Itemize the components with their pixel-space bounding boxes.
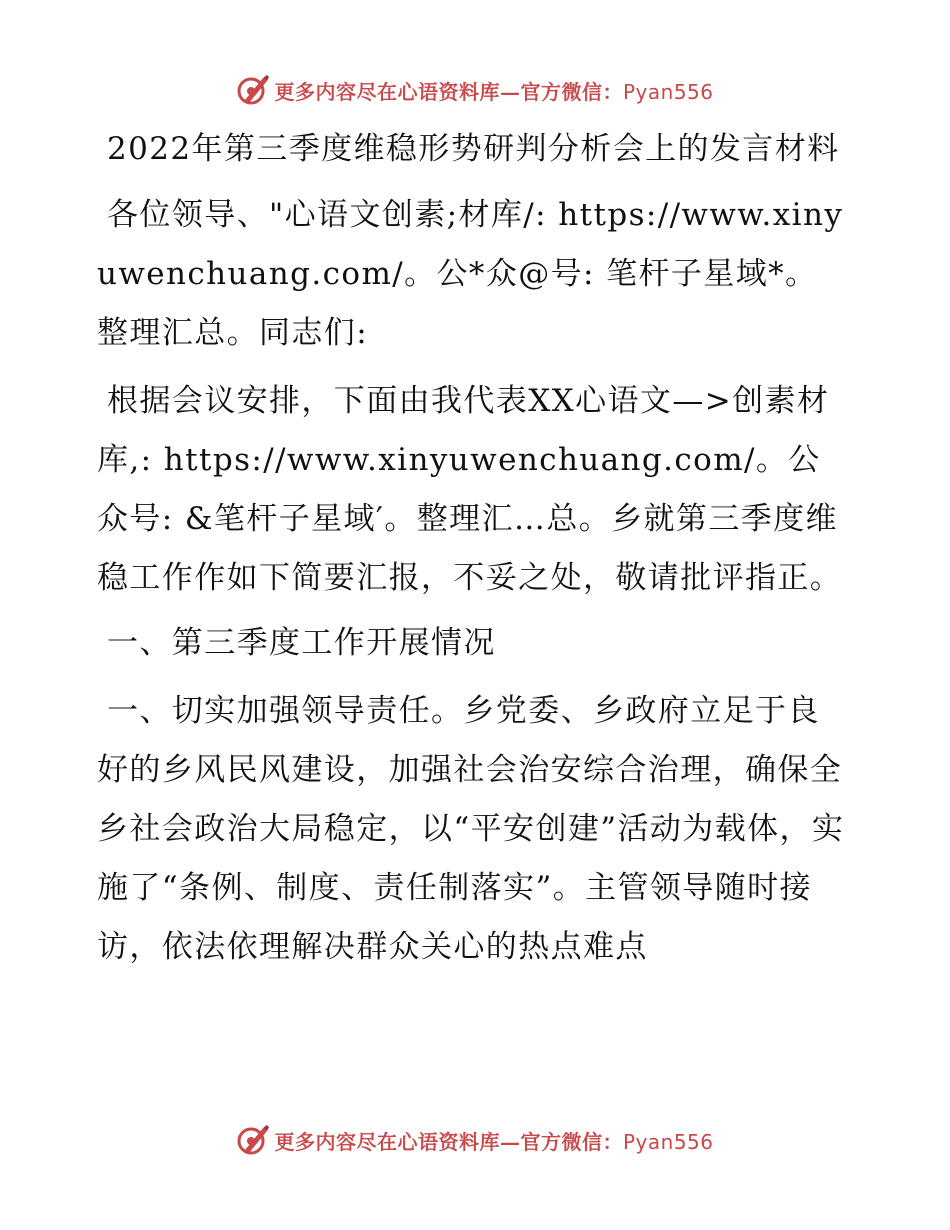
pen-logo-icon xyxy=(236,1123,270,1157)
footer-banner-text: 更多内容尽在心语资料库—官方微信：Pyan556 xyxy=(274,1129,714,1154)
document-body xyxy=(97,120,849,977)
header-wechat-id: Pyan556 xyxy=(622,79,714,104)
pen-logo-icon xyxy=(236,73,270,107)
header-banner xyxy=(0,70,950,110)
footer-wechat-id: Pyan556 xyxy=(622,1129,714,1154)
footer-banner xyxy=(0,1120,950,1160)
section-heading: 一、第三季度工作开展情况 xyxy=(107,625,496,661)
document-title: 2022年第三季度维稳形势研判分析会上的发言材料 xyxy=(107,131,840,167)
paragraph-intro: 根据会议安排，下面由我代表XX心语文—>创素材库,: https://www.xinyuwenchuang.com/。公众号: &笔杆子星域′。整理汇…总。乡就第三季度维稳工作作如下简要汇报，不妥之处，敬请批评指正。 xyxy=(97,383,843,596)
header-banner-text: 更多内容尽在心语资料库—官方微信：Pyan556 xyxy=(274,79,714,104)
paragraph-body: 一、切实加强领导责任。乡党委、乡政府立足于良好的乡风民风建设，加强社会治安综合治理，确保全乡社会政治大局稳定，以“平安创建”活动为载体，实施了“条例、制度、责任制落实”。主管领导随时接访，依法依理解决群众关心的热点难点 xyxy=(97,693,845,965)
paragraph-salutation: 各位领导、"心语文创素;材库/: https://www.xinyuwenchuang.com/。公*众@号: 笔杆子星域*。整理汇总。同志们: xyxy=(97,197,844,351)
